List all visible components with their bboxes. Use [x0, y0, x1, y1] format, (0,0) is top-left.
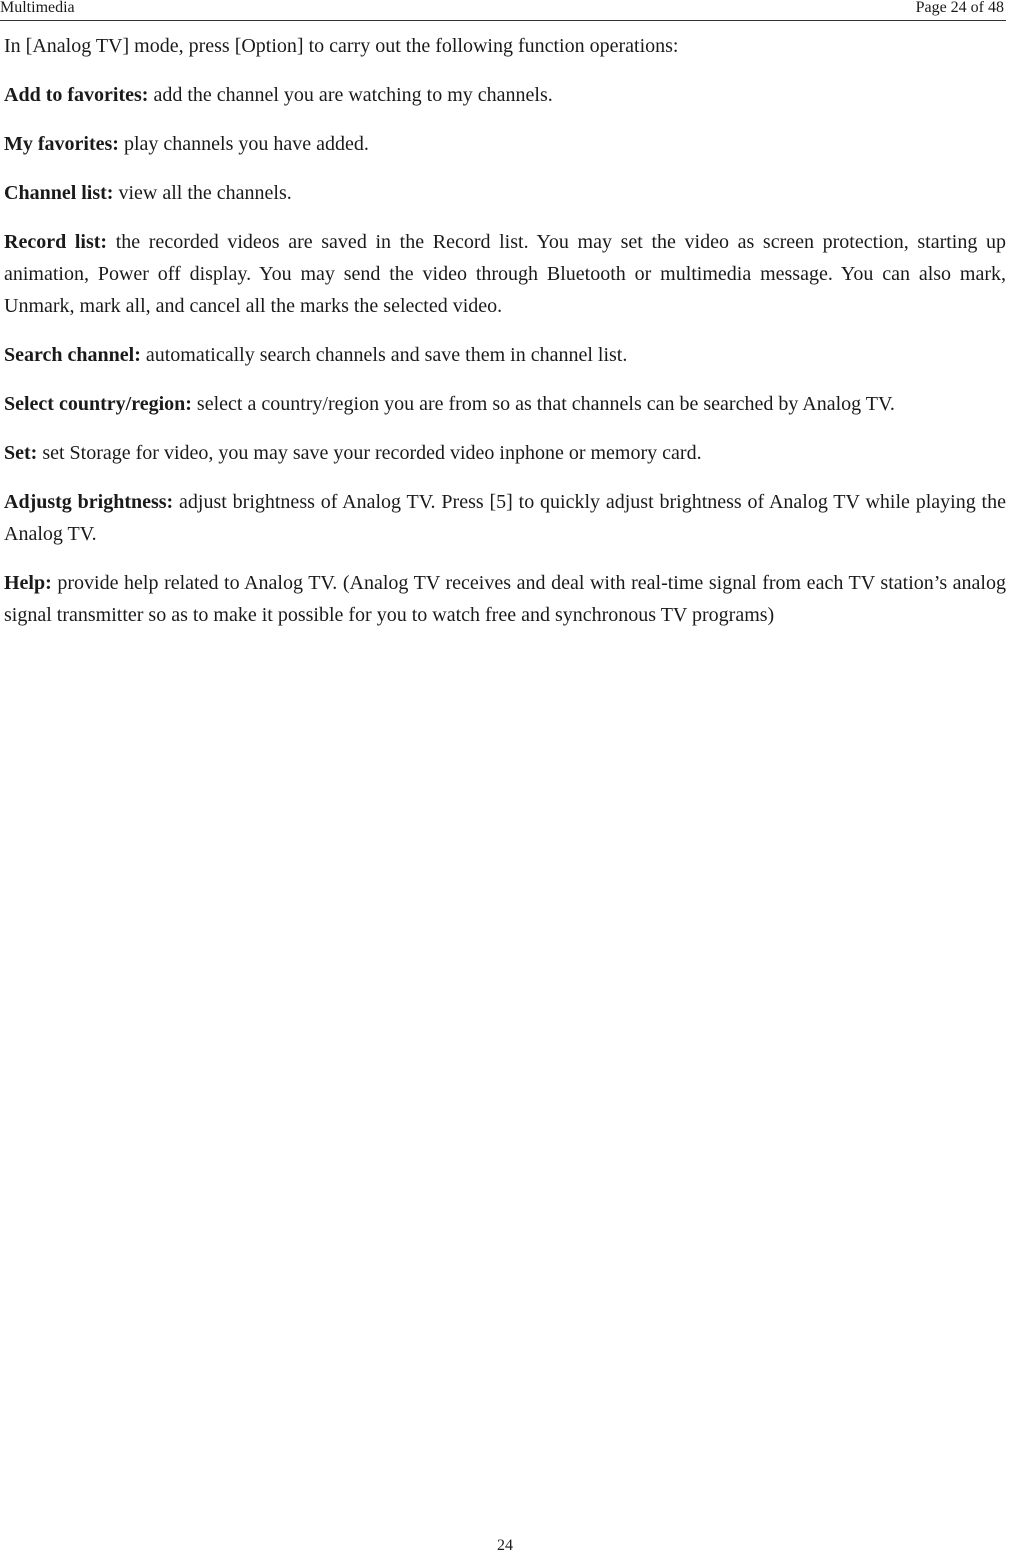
page-footer [0, 1538, 1010, 1554]
option-description: set Storage for video, you may save your recorded video inphone or memory card. [37, 442, 702, 464]
option-description: view all the channels. [113, 182, 292, 204]
header-page-label: Page 24 of 48 [915, 0, 1004, 16]
header-section-title: Multimedia [0, 0, 75, 16]
option-item-channel-list [4, 177, 1006, 209]
option-description: provide help related to Analog TV. (Analog TV receives and deal with real-time signal from each TV station’s analog signal transmitter so as to make it possible for you to watch free and synchronous TV programs) [4, 572, 1006, 626]
option-item-help [4, 567, 1006, 631]
footer-page-number: 24 [497, 1537, 513, 1554]
option-term: My favorites: [4, 133, 119, 155]
option-item-my-favorites [4, 128, 1006, 160]
option-term: Help: [4, 572, 52, 594]
option-term: Set: [4, 442, 38, 464]
option-term: Add to favorites: [4, 84, 149, 106]
option-item-add-to-favorites [4, 79, 1006, 111]
option-term: Search channel: [4, 344, 141, 366]
page-header [0, 0, 1006, 21]
option-description: add the channel you are watching to my channels. [148, 84, 553, 106]
option-description: adjust brightness of Analog TV. Press [5] to quickly adjust brightness of Analog TV while playing the Analog TV. [4, 491, 1006, 545]
document-body [4, 30, 1006, 648]
option-description: play channels you have added. [118, 133, 369, 155]
option-term: Adjustg brightness: [4, 491, 174, 513]
intro-paragraph: In [Analog TV] mode, press [Option] to carry out the following function operations: [4, 35, 679, 57]
option-term: Select country/region: [4, 393, 192, 415]
option-item-set [4, 437, 1006, 469]
option-item-adjust-brightness [4, 486, 1006, 550]
option-term: Channel list: [4, 182, 114, 204]
option-description: select a country/region you are from so as that channels can be searched by Analog TV. [191, 393, 895, 415]
option-term: Record list: [4, 231, 108, 253]
option-description: automatically search channels and save them in channel list. [140, 344, 628, 366]
option-item-search-channel [4, 339, 1006, 371]
option-description: the recorded videos are saved in the Record list. You may set the video as screen protection, starting up animation, Power off display. You may send the video through Bluetooth or multimedia message. You can also mark, Unmark, mark all, and cancel all the marks the selected video. [4, 231, 1006, 317]
option-item-record-list [4, 226, 1006, 322]
option-item-select-country-region [4, 388, 1006, 420]
